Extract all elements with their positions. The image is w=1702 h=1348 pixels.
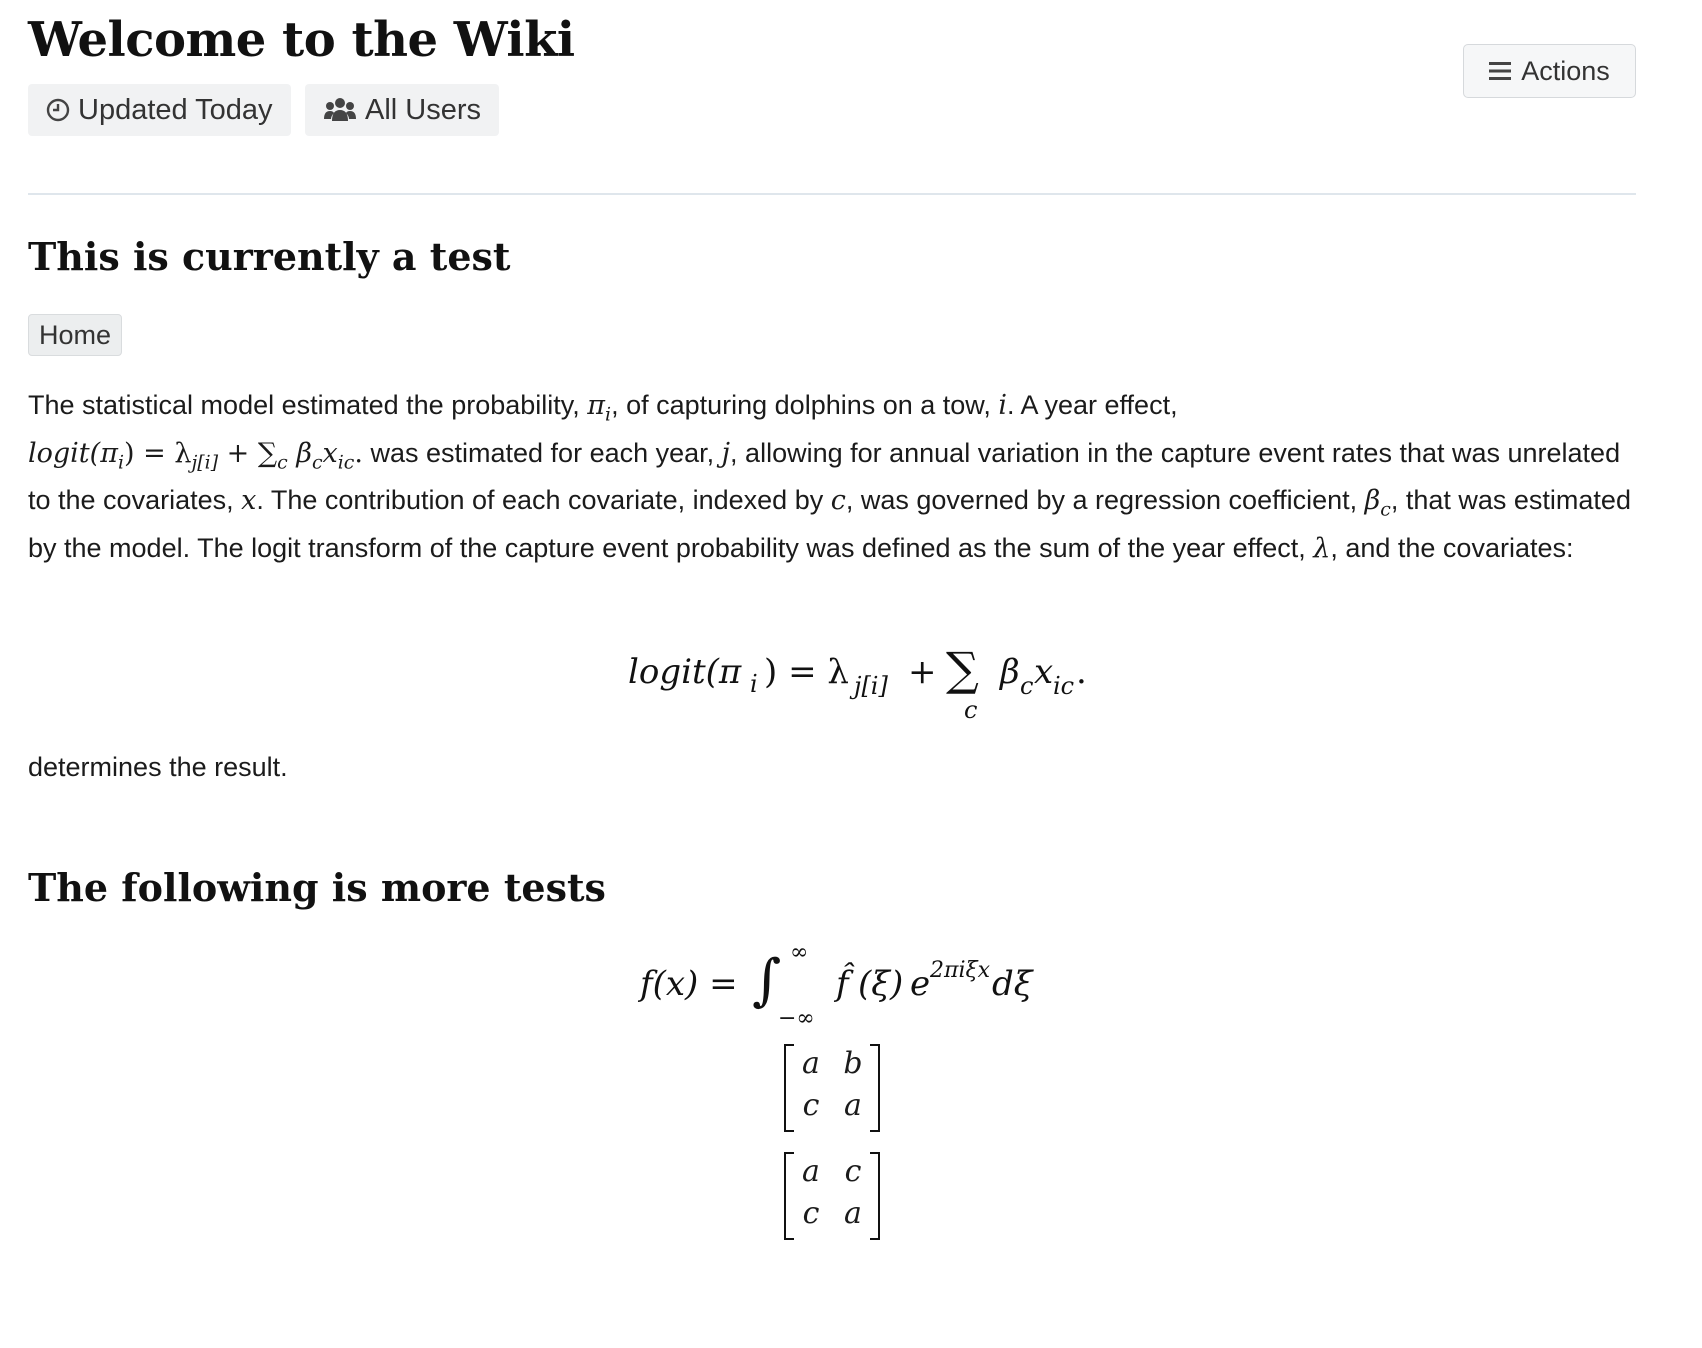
- inline-sum: + ∑: [218, 437, 278, 469]
- actions-button[interactable]: [1463, 44, 1636, 98]
- eq-i-subscript: i: [750, 670, 758, 698]
- clock-icon: [46, 98, 70, 122]
- inline-equation: [28, 437, 363, 473]
- inline-c-subscript: c: [277, 450, 288, 473]
- fourier-dxi: dξ: [992, 964, 1033, 1004]
- page-title: Welcome to the Wiki: [28, 12, 575, 68]
- x-variable: x: [241, 485, 257, 516]
- eq-j-subscript: j[i]: [854, 672, 888, 700]
- matrix-cell: a: [844, 1088, 862, 1123]
- i-variable: i: [998, 390, 1007, 421]
- i-subscript: i: [605, 403, 612, 426]
- para-text: , was governed by a regression coefficient,: [845, 485, 1365, 515]
- determines-text: determines the result.: [28, 752, 288, 782]
- para-text: The statistical model estimated the probability,: [28, 390, 588, 420]
- users-badge: [305, 84, 499, 136]
- fourier-upper-limit: ∞: [790, 940, 809, 965]
- inline-logit: logit(π: [28, 437, 118, 469]
- eq-lambda: ) = λ: [764, 652, 849, 692]
- j-variable: j: [721, 437, 731, 469]
- lambda-symbol: λ: [1313, 532, 1331, 564]
- actions-label: Actions: [1521, 55, 1610, 86]
- eq-plus: +: [908, 652, 937, 692]
- section-heading-more: The following is more tests: [28, 865, 606, 910]
- logit-equation: [628, 640, 1087, 724]
- inline-c-subscript: c: [311, 450, 323, 473]
- pi-symbol: π: [587, 390, 606, 421]
- inline-j-subscript: j[i]: [191, 450, 219, 473]
- matrix-left-bracket: [784, 1044, 794, 1132]
- c-subscript: c: [1380, 498, 1391, 521]
- inline-x: x: [322, 437, 338, 469]
- fourier-xi: (ξ): [858, 964, 904, 1004]
- inline-period: .: [354, 437, 363, 469]
- header-divider: [28, 193, 1636, 195]
- para-text: , allowing for annual variation in the capture event rates that was unrelated to the covariates,: [28, 437, 1621, 515]
- para-text: , and the covariates:: [1330, 532, 1574, 563]
- matrix-cell: a: [802, 1154, 820, 1189]
- eq-beta: β: [1000, 652, 1020, 692]
- para-text: . A year effect,: [1006, 390, 1178, 420]
- matrix-left-bracket: [784, 1152, 794, 1240]
- updated-label: Updated Today: [78, 93, 273, 126]
- fourier-integral: ∫: [752, 948, 782, 1013]
- matrix-cell: c: [844, 1154, 862, 1189]
- eq-sum-index: c: [964, 696, 978, 724]
- matrix-cell: c: [802, 1088, 820, 1123]
- fourier-exponent: 2πiξx: [930, 958, 991, 983]
- tag-home[interactable]: Home: [28, 314, 122, 356]
- inline-beta: β: [287, 437, 312, 469]
- matrix-ab-ca: [784, 1044, 880, 1128]
- c-variable: c: [830, 485, 846, 516]
- eq-sum-symbol: ∑: [946, 642, 979, 696]
- para-text: , of capturing dolphins on a tow,: [611, 390, 999, 420]
- model-description: [28, 382, 1638, 572]
- fourier-lower-limit: −∞: [778, 1006, 815, 1031]
- hamburger-icon: [1489, 62, 1511, 80]
- eq-c-subscript: c: [1020, 672, 1034, 700]
- eq-ic-subscript: ic: [1053, 672, 1075, 700]
- users-label: All Users: [365, 93, 482, 126]
- matrix-cell: b: [843, 1046, 863, 1081]
- inline-i-subscript: i: [117, 450, 124, 473]
- inline-lambda: ) = λ: [124, 437, 192, 469]
- section-heading-test: This is currently a test: [28, 234, 511, 279]
- users-icon: [323, 97, 357, 123]
- eq-period: .: [1076, 652, 1087, 692]
- fourier-equation: [640, 940, 1060, 1030]
- fourier-fhat: f̂: [836, 964, 849, 1004]
- matrix-cell: c: [802, 1196, 820, 1231]
- matrix-right-bracket: [870, 1152, 880, 1240]
- matrix-cell: a: [844, 1196, 862, 1231]
- fourier-lhs: f(x) =: [640, 964, 738, 1004]
- fourier-e: e: [910, 964, 931, 1004]
- para-text: was estimated for each year,: [362, 437, 722, 468]
- para-text: , that was estimated by the model. The logit transform of the capture event probability was defined as the sum of the year effect,: [28, 485, 1631, 563]
- inline-ic-subscript: ic: [337, 450, 355, 473]
- eq-lhs: logit(π: [628, 652, 742, 692]
- eq-x: x: [1034, 652, 1054, 692]
- matrix-right-bracket: [870, 1044, 880, 1132]
- beta-symbol: β: [1364, 485, 1381, 516]
- para-text: . The contribution of each covariate, indexed by: [256, 485, 831, 515]
- updated-badge: [28, 84, 291, 136]
- matrix-ac-ca: [784, 1152, 880, 1236]
- matrix-cell: a: [802, 1046, 820, 1081]
